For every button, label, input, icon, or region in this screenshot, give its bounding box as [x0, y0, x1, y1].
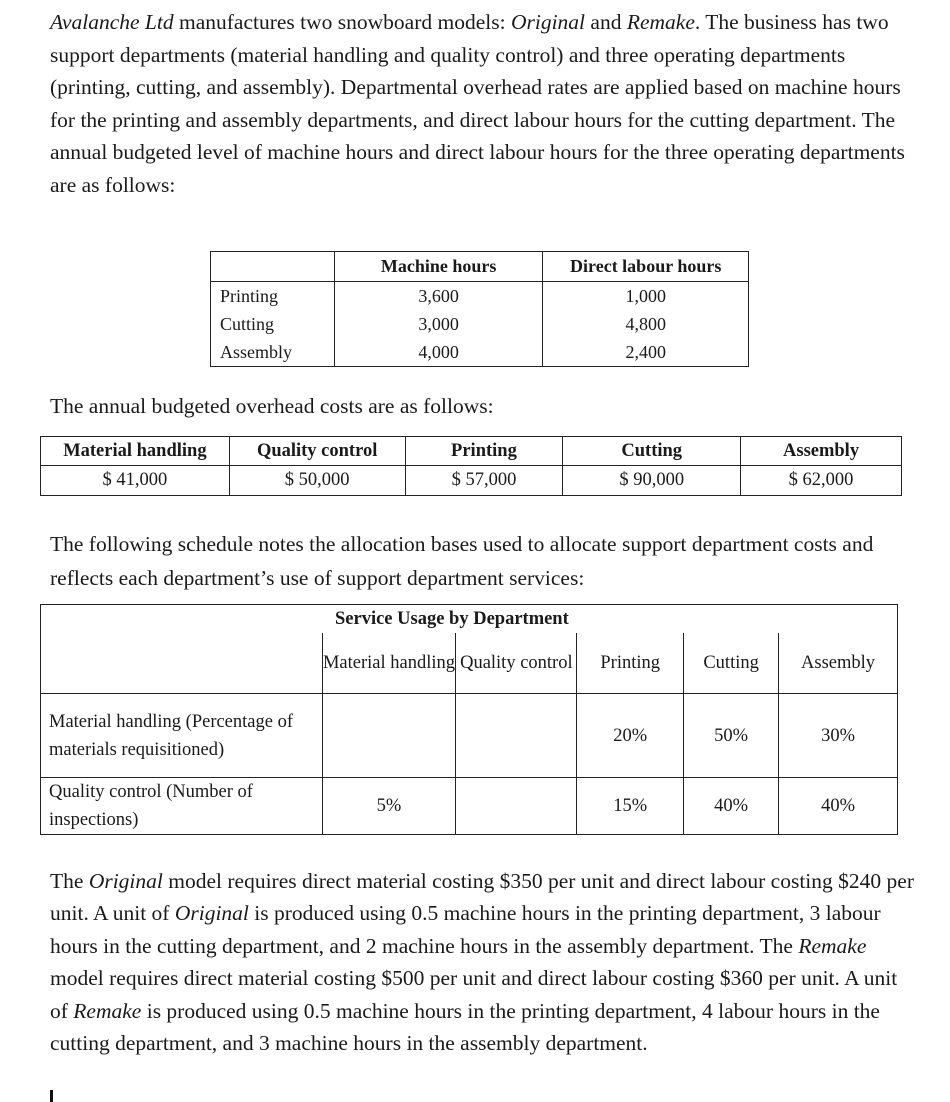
usage-material-value [322, 694, 456, 778]
machine-hours-value: 4,000 [334, 338, 543, 367]
dept-label: Cutting [211, 310, 335, 338]
dept-label: Printing [211, 282, 335, 311]
overhead-header: Material handling [41, 437, 230, 466]
model-original: Original [174, 901, 249, 926]
overhead-table [40, 436, 902, 496]
company-name: Avalanche Ltd [50, 10, 174, 34]
overhead-header: Assembly [741, 437, 902, 466]
overhead-value: $ 62,000 [741, 466, 902, 496]
usage-assembly-value: 30% [779, 694, 898, 778]
dept-label: Assembly [211, 338, 335, 367]
overhead-value: $ 41,000 [41, 466, 230, 496]
schedule-intro: The following schedule notes the allocation bases used to allocate support department costs and reflects each department’s use of support department services: [50, 532, 874, 590]
table-row [211, 310, 749, 338]
closing-text-1: The [50, 869, 89, 893]
closing-text-3: is produced using 0.5 machine hours in the printing department, 3 labour hours in the cutting department, and 2 machine hours in the assembly department. The [50, 901, 881, 958]
hours-table [210, 251, 749, 367]
overhead-value: $ 57,000 [405, 466, 563, 496]
hours-header-machine: Machine hours [334, 252, 543, 282]
usage-header-material: Material handling [322, 633, 456, 694]
closing-text-5: is produced using 0.5 machine hours in the printing department, 4 labour hours in the cutting department, and 3 machine hours in the assembly department. [50, 998, 880, 1056]
usage-row-label: Material handling (Percentage of materials requisitioned) [41, 694, 323, 778]
overhead-value-row [41, 466, 902, 496]
overhead-header-row [41, 437, 902, 466]
labour-hours-value: 2,400 [543, 338, 749, 367]
machine-hours-value: 3,000 [334, 310, 543, 338]
hours-header-labour: Direct labour hours [543, 252, 749, 282]
usage-header-quality: Quality control [456, 633, 577, 694]
machine-hours-value: 3,600 [334, 282, 543, 311]
usage-header-blank [41, 633, 323, 694]
overhead-header: Quality control [229, 437, 405, 466]
model-original: Original [88, 869, 163, 893]
table-row [41, 694, 898, 778]
usage-header-assembly: Assembly [779, 633, 898, 694]
model-remake: Remake [73, 998, 142, 1023]
intro-text-3: . The business has two support departments (material handling and quality control) and three operating departments (printing, cutting, and assembly). Departmental overhead rates are applied based on machine hours for the printing and assembly departments, and direct labour hours for the cutting department. The annual budgeted level of machine hours and direct labour hours for the three operating departments are as follows: [50, 10, 905, 197]
usage-header-row [41, 633, 898, 694]
closing-paragraph [50, 865, 920, 1059]
usage-quality-value [456, 778, 577, 835]
usage-printing-value: 15% [577, 778, 684, 835]
usage-cutting-value: 50% [684, 694, 779, 778]
usage-row-label: Quality control (Number of inspections) [41, 778, 323, 835]
model-remake: Remake [798, 933, 867, 958]
usage-assembly-value: 40% [779, 778, 898, 835]
table-row [41, 778, 898, 835]
overhead-header: Cutting [563, 437, 741, 466]
intro-text-1: manufactures two snowboard models: [173, 10, 511, 34]
usage-table-title: Service Usage by Department [41, 605, 898, 634]
intro-text-2: and [585, 10, 627, 34]
service-usage-table [40, 604, 898, 835]
closing-text-4: model requires direct material costing $500 per unit and direct labour costing $360 per unit. A unit of [50, 966, 898, 1023]
table-row [211, 338, 749, 367]
model-original: Original [510, 10, 586, 34]
labour-hours-value: 4,800 [543, 310, 749, 338]
usage-title-row [41, 605, 898, 634]
labour-hours-value: 1,000 [543, 282, 749, 311]
table-row [211, 282, 749, 311]
overhead-intro: The annual budgeted overhead costs are as follows: [50, 394, 494, 418]
hours-header-blank [211, 252, 335, 282]
usage-quality-value [456, 694, 577, 778]
usage-material-value: 5% [322, 778, 456, 835]
overhead-header: Printing [405, 437, 563, 466]
usage-header-printing: Printing [577, 633, 684, 694]
hours-header-row [211, 252, 749, 282]
usage-cutting-value: 40% [684, 778, 779, 835]
overhead-value: $ 50,000 [229, 466, 405, 496]
closing-text-2: model requires direct material costing $350 per unit and direct labour costing $240 per unit. A unit of [50, 869, 914, 926]
intro-paragraph [50, 6, 910, 202]
model-remake: Remake [626, 10, 695, 34]
usage-header-cutting: Cutting [684, 633, 779, 694]
overhead-value: $ 90,000 [563, 466, 741, 496]
usage-printing-value: 20% [577, 694, 684, 778]
text-cursor [50, 1090, 53, 1102]
